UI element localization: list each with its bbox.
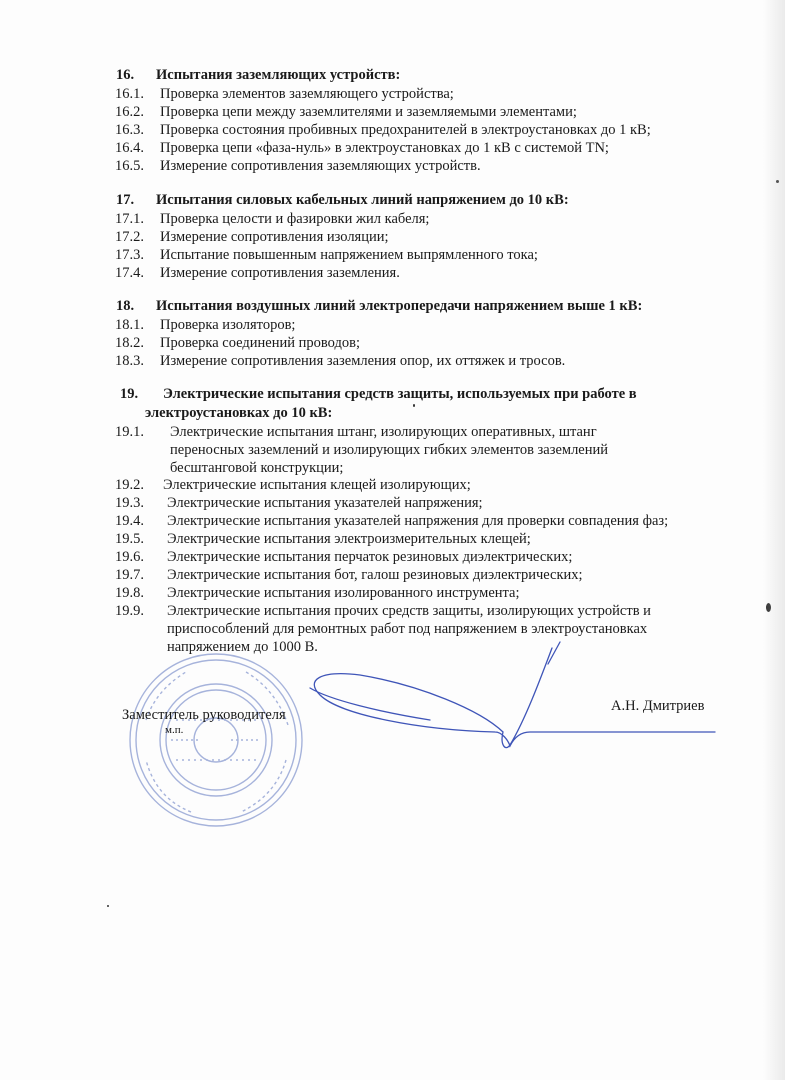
item-text: Проверка целости и фазировки жил кабеля;	[160, 211, 430, 227]
section-heading: Испытания силовых кабельных линий напряжением до 10 кВ:	[156, 192, 569, 208]
item-number: 16.4.	[115, 140, 144, 156]
item-number: 19.7.	[115, 567, 144, 583]
item-number: 18.1.	[115, 317, 144, 333]
item-number: 19.6.	[115, 549, 144, 565]
item-text: Измерение сопротивления изоляции;	[160, 229, 389, 245]
item-text: Электрические испытания прочих средств защиты, изолирующих устройств и	[167, 603, 651, 619]
scan-speck	[107, 905, 109, 907]
item-text: Измерение сопротивления заземления опор, их оттяжек и тросов.	[160, 353, 566, 369]
section-number: 18.	[116, 298, 135, 314]
section-number: 16.	[116, 67, 135, 83]
signatory-name: А.Н. Дмитриев	[611, 698, 705, 714]
item-number: 19.2.	[115, 477, 144, 493]
item-text: Электрические испытания электроизмерительных клещей;	[167, 531, 531, 547]
official-seal-stamp	[126, 650, 306, 830]
item-number: 19.1.	[115, 424, 144, 440]
item-number: 19.8.	[115, 585, 144, 601]
scan-speck	[413, 404, 415, 407]
section-number: 17.	[116, 192, 135, 208]
item-text: Проверка цепи «фаза-нуль» в электроустановках до 1 кВ с системой TN;	[160, 140, 609, 156]
item-text: Проверка изоляторов;	[160, 317, 296, 333]
item-number: 16.1.	[115, 86, 144, 102]
item-text: Электрические испытания бот, галош резиновых диэлектрических;	[167, 567, 583, 583]
section-number: 19.	[120, 386, 139, 402]
item-text: Измерение сопротивления заземляющих устройств.	[160, 158, 481, 174]
item-text: Электрические испытания клещей изолирующих;	[163, 477, 471, 493]
item-text: Проверка элементов заземляющего устройства;	[160, 86, 454, 102]
item-number: 19.4.	[115, 513, 144, 529]
section-title-19-cont: электроустановках до 10 кВ:	[145, 405, 333, 421]
item-number: 19.9.	[115, 603, 144, 619]
item-number: 16.3.	[115, 122, 144, 138]
section-heading: Испытания воздушных линий электропередачи напряжением выше 1 кВ:	[156, 298, 643, 314]
item-number: 16.2.	[115, 104, 144, 120]
stamp-place-mark: м.п.	[165, 724, 184, 736]
item-number: 17.4.	[115, 265, 144, 281]
item-text: Электрические испытания штанг, изолирующих оперативных, штанг	[170, 424, 597, 440]
item-text-continued: переносных заземлений и изолирующих гибких элементов заземлений	[170, 442, 609, 458]
item-text-continued: приспособлений для ремонтных работ под напряжением в электроустановках	[167, 621, 648, 637]
item-number: 17.2.	[115, 229, 144, 245]
item-number: 19.3.	[115, 495, 144, 511]
item-text: Испытание повышенным напряжением выпрямленного тока;	[160, 247, 538, 263]
item-text: Измерение сопротивления заземления.	[160, 265, 400, 281]
item-text: Проверка состояния пробивных предохранителей в электроустановках до 1 кВ;	[160, 122, 651, 138]
section-heading: Испытания заземляющих устройств:	[156, 67, 401, 83]
item-number: 17.3.	[115, 247, 144, 263]
item-text: Электрические испытания указателей напряжения;	[167, 495, 483, 511]
section-heading: Электрические испытания средств защиты, используемых при работе в	[163, 386, 637, 402]
item-number: 18.3.	[115, 353, 144, 369]
signatory-role: Заместитель руководителя	[122, 707, 286, 723]
item-text: Проверка цепи между заземлителями и заземляемыми элементами;	[160, 104, 577, 120]
item-text: Проверка соединений проводов;	[160, 335, 360, 351]
item-number: 19.5.	[115, 531, 144, 547]
item-number: 17.1.	[115, 211, 144, 227]
item-text-continued: напряжением до 1000 В.	[167, 639, 318, 655]
item-text: Электрические испытания указателей напряжения для проверки совпадения фаз;	[167, 513, 669, 529]
scan-edge-shadow	[763, 0, 785, 1080]
item-number: 18.2.	[115, 335, 144, 351]
item-text-continued: бесштанговой конструкции;	[170, 460, 344, 476]
item-text: Электрические испытания изолированного инструмента;	[167, 585, 520, 601]
item-number: 16.5.	[115, 158, 144, 174]
item-text: Электрические испытания перчаток резиновых диэлектрических;	[167, 549, 573, 565]
